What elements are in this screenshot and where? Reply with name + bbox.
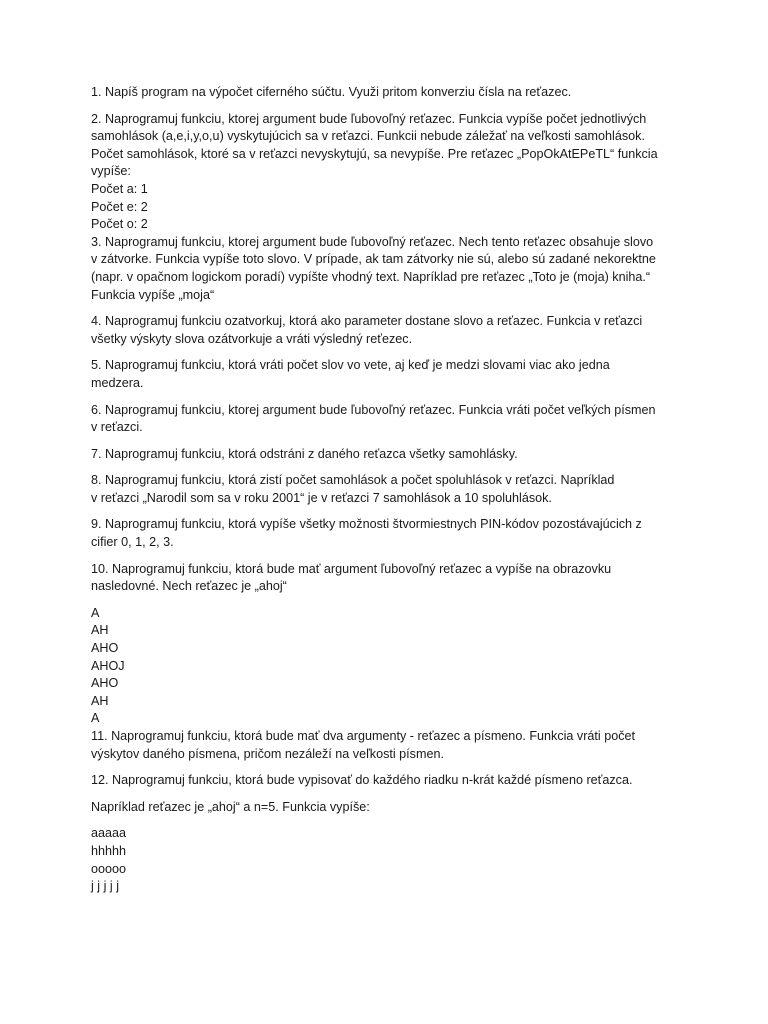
text-line: 6. Naprogramuj funkciu, ktorej argument bude ľubovoľný reťazec. Funkcia vráti počet veľkých písmen [91,402,656,417]
text-line: AHO [91,641,119,656]
text-line: hhhhh [91,843,127,858]
text-line: j j j j j [91,879,119,894]
text-line: aaaaa [91,826,127,841]
text-line: vypíše: [91,164,131,179]
text-line: 4. Naprogramuj funkciu ozatvorkuj, ktorá ako parameter dostane slovo a reťazec. Funkcia v reťazci [91,314,643,329]
paragraph [91,446,691,464]
paragraph [91,111,691,234]
paragraph [91,234,691,304]
text-line: Napríklad reťazec je „ahoj“ a n=5. Funkcia vypíše: [91,799,370,814]
paragraph [91,772,691,790]
document-page [91,84,691,896]
text-line: Počet e: 2 [91,199,148,214]
paragraph [91,472,691,507]
text-line: AH [91,693,109,708]
paragraph [91,357,691,392]
text-line: Funkcia vypíše „moja“ [91,287,215,302]
text-line: 2. Naprogramuj funkciu, ktorej argument bude ľubovoľný reťazec. Funkcia vypíše počet jednotlivých [91,111,647,126]
text-line: 5. Naprogramuj funkciu, ktorá vráti počet slov vo vete, aj keď je medzi slovami viac ako jedna [91,358,610,373]
text-line: medzera. [91,375,144,390]
text-line: A [91,605,100,620]
text-line: samohlások (a,e,i,y,o,u) vyskytujúcich sa v reťazci. Funkcii nebude záležať na veľkosti samohlások. [91,129,645,144]
text-line: ooooo [91,861,127,876]
paragraph [91,84,691,102]
text-line: všetky výskyty slova ozátvorkuje a vráti výsledný reťezec. [91,331,413,346]
text-line: Počet a: 1 [91,181,148,196]
text-line: Počet o: 2 [91,217,148,232]
text-line: 8. Naprogramuj funkciu, ktorá zistí počet samohlások a počet spoluhlások v reťazci. Napríklad [91,473,615,488]
text-line: 10. Naprogramuj funkciu, ktorá bude mať argument ľubovoľný reťazec a vypíše na obrazovku [91,561,612,576]
text-line: A [91,711,100,726]
text-line: AHO [91,676,119,691]
text-line: AH [91,623,109,638]
text-line: (napr. v opačnom logickom poradí) vypíšte vhodný text. Napríklad pre reťazec „Toto je (moja) kniha.“ [91,269,651,284]
paragraph [91,605,691,728]
text-line: 7. Naprogramuj funkciu, ktorá odstráni z daného reťazca všetky samohlásky. [91,446,518,461]
text-line: nasledovné. Nech reťazec je „ahoj“ [91,579,287,594]
text-line: Počet samohlások, ktoré sa v reťazci nevyskytujú, sa nevypíše. Pre reťazec „PopOkAtEPeTL“ funkcia [91,146,658,161]
text-line: 1. Napíš program na výpočet ciferného súčtu. Využi pritom konverziu čísla na reťazec. [91,85,572,99]
text-line: AHOJ [91,658,125,673]
paragraph [91,799,691,817]
text-line: 11. Naprogramuj funkciu, ktorá bude mať dva argumenty - reťazec a písmeno. Funkcia vráti počet [91,729,636,743]
paragraph [91,516,691,551]
text-line: 12. Naprogramuj funkciu, ktorá bude vypisovať do každého riadku n-krát každé písmeno reťazca. [91,773,633,788]
text-line: cifier 0, 1, 2, 3. [91,535,174,550]
text-line: v reťazci. [91,420,143,435]
text-line: výskytov daného písmena, pričom nezáleží na veľkosti písmen. [91,746,444,761]
text-line: 9. Naprogramuj funkciu, ktorá vypíše všetky možnosti štvormiestnych PIN-kódov pozostávajúcich z [91,517,642,532]
text-line: v reťazci „Narodil som sa v roku 2001“ je v reťazci 7 samohlások a 10 spoluhlások. [91,490,552,505]
text-line: 3. Naprogramuj funkciu, ktorej argument bude ľubovoľný reťazec. Nech tento reťazec obsahuje slovo [91,234,654,249]
paragraph [91,402,691,437]
text-line: v zátvorke. Funkcia vypíše toto slovo. V prípade, ak tam zátvorky nie sú, alebo sú zadané nekorektne [91,252,656,267]
paragraph [91,561,691,596]
paragraph [91,313,691,348]
paragraph [91,825,691,895]
paragraph [91,728,691,763]
